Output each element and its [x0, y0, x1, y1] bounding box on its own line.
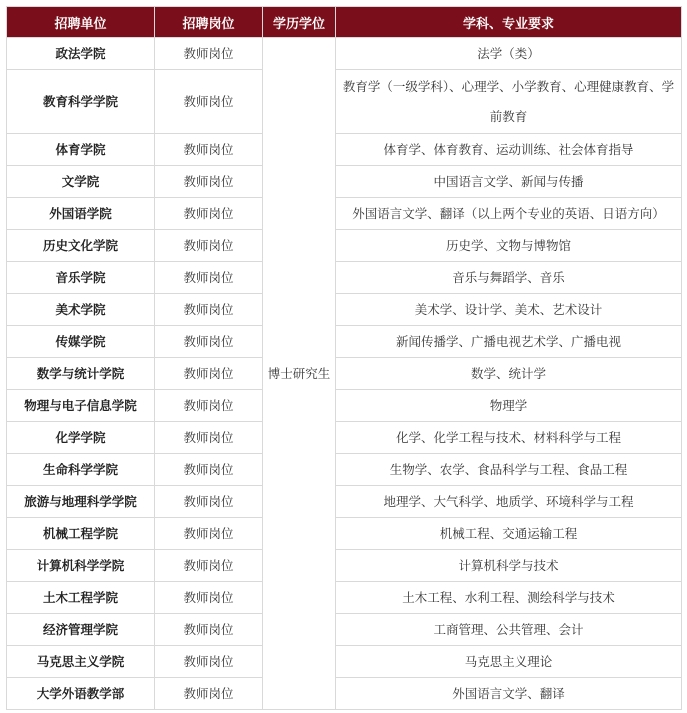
- position-cell: 教师岗位: [155, 294, 263, 326]
- unit-cell: 历史文化学院: [7, 230, 155, 262]
- unit-cell: 文学院: [7, 166, 155, 198]
- requirement-cell: 机械工程、交通运输工程: [336, 518, 682, 550]
- table-row: [7, 646, 682, 678]
- position-cell: 教师岗位: [155, 262, 263, 294]
- requirement-cell: 化学、化学工程与技术、材料科学与工程: [336, 422, 682, 454]
- position-cell: 教师岗位: [155, 614, 263, 646]
- unit-cell: 教育科学学院: [7, 70, 155, 134]
- position-cell: 教师岗位: [155, 358, 263, 390]
- unit-cell: 马克思主义学院: [7, 646, 155, 678]
- header-requirement: 学科、专业要求: [336, 7, 682, 38]
- unit-cell: 化学学院: [7, 422, 155, 454]
- requirement-cell: 数学、统计学: [336, 358, 682, 390]
- table-row: [7, 614, 682, 646]
- table-row: [7, 550, 682, 582]
- unit-cell: 经济管理学院: [7, 614, 155, 646]
- requirement-cell: 新闻传播学、广播电视艺术学、广播电视: [336, 326, 682, 358]
- table-row: [7, 422, 682, 454]
- position-cell: 教师岗位: [155, 326, 263, 358]
- requirement-cell: 中国语言文学、新闻与传播: [336, 166, 682, 198]
- requirement-cell: 计算机科学与技术: [336, 550, 682, 582]
- table-row: [7, 518, 682, 550]
- table-row: [7, 358, 682, 390]
- unit-cell: 旅游与地理科学学院: [7, 486, 155, 518]
- table-row: [7, 390, 682, 422]
- table-row: [7, 166, 682, 198]
- table-row: [7, 134, 682, 166]
- position-cell: 教师岗位: [155, 550, 263, 582]
- table-row: [7, 70, 682, 134]
- unit-cell: 土木工程学院: [7, 582, 155, 614]
- requirement-cell: 生物学、农学、食品科学与工程、食品工程: [336, 454, 682, 486]
- position-cell: 教师岗位: [155, 422, 263, 454]
- position-cell: 教师岗位: [155, 230, 263, 262]
- unit-cell: 机械工程学院: [7, 518, 155, 550]
- table-row: [7, 486, 682, 518]
- requirement-cell: 地理学、大气科学、地质学、环境科学与工程: [336, 486, 682, 518]
- position-cell: 教师岗位: [155, 134, 263, 166]
- unit-cell: 计算机科学学院: [7, 550, 155, 582]
- requirement-cell: 历史学、文物与博物馆: [336, 230, 682, 262]
- unit-cell: 物理与电子信息学院: [7, 390, 155, 422]
- position-cell: 教师岗位: [155, 198, 263, 230]
- position-cell: 教师岗位: [155, 486, 263, 518]
- position-cell: 教师岗位: [155, 518, 263, 550]
- requirement-cell: 法学（类）: [336, 38, 682, 70]
- unit-cell: 传媒学院: [7, 326, 155, 358]
- requirement-cell: 物理学: [336, 390, 682, 422]
- recruitment-table-container: [6, 6, 681, 710]
- table-header-row: [7, 7, 682, 38]
- position-cell: 教师岗位: [155, 646, 263, 678]
- degree-cell: 博士研究生: [263, 38, 336, 710]
- table-row: [7, 198, 682, 230]
- header-position: 招聘岗位: [155, 7, 263, 38]
- unit-cell: 美术学院: [7, 294, 155, 326]
- recruitment-table: [6, 6, 682, 710]
- unit-cell: 体育学院: [7, 134, 155, 166]
- position-cell: 教师岗位: [155, 166, 263, 198]
- requirement-cell: 体育学、体育教育、运动训练、社会体育指导: [336, 134, 682, 166]
- table-row: [7, 230, 682, 262]
- requirement-cell: 美术学、设计学、美术、艺术设计: [336, 294, 682, 326]
- table-row: [7, 262, 682, 294]
- table-row: [7, 38, 682, 70]
- table-row: [7, 326, 682, 358]
- unit-cell: 外国语学院: [7, 198, 155, 230]
- unit-cell: 政法学院: [7, 38, 155, 70]
- requirement-cell: 教育学（一级学科）、心理学、小学教育、心理健康教育、学前教育: [336, 70, 682, 134]
- table-row: [7, 582, 682, 614]
- position-cell: 教师岗位: [155, 38, 263, 70]
- position-cell: 教师岗位: [155, 582, 263, 614]
- table-row: [7, 294, 682, 326]
- requirement-cell: 马克思主义理论: [336, 646, 682, 678]
- unit-cell: 音乐学院: [7, 262, 155, 294]
- requirement-cell: 外国语言文学、翻译: [336, 678, 682, 710]
- requirement-cell: 外国语言文学、翻译（以上两个专业的英语、日语方向）: [336, 198, 682, 230]
- table-body: [7, 38, 682, 710]
- header-degree: 学历学位: [263, 7, 336, 38]
- table-row: [7, 678, 682, 710]
- position-cell: 教师岗位: [155, 454, 263, 486]
- requirement-cell: 音乐与舞蹈学、音乐: [336, 262, 682, 294]
- table-row: [7, 454, 682, 486]
- requirement-cell: 土木工程、水利工程、测绘科学与技术: [336, 582, 682, 614]
- position-cell: 教师岗位: [155, 390, 263, 422]
- unit-cell: 生命科学学院: [7, 454, 155, 486]
- unit-cell: 数学与统计学院: [7, 358, 155, 390]
- unit-cell: 大学外语教学部: [7, 678, 155, 710]
- header-unit: 招聘单位: [7, 7, 155, 38]
- position-cell: 教师岗位: [155, 70, 263, 134]
- position-cell: 教师岗位: [155, 678, 263, 710]
- requirement-cell: 工商管理、公共管理、会计: [336, 614, 682, 646]
